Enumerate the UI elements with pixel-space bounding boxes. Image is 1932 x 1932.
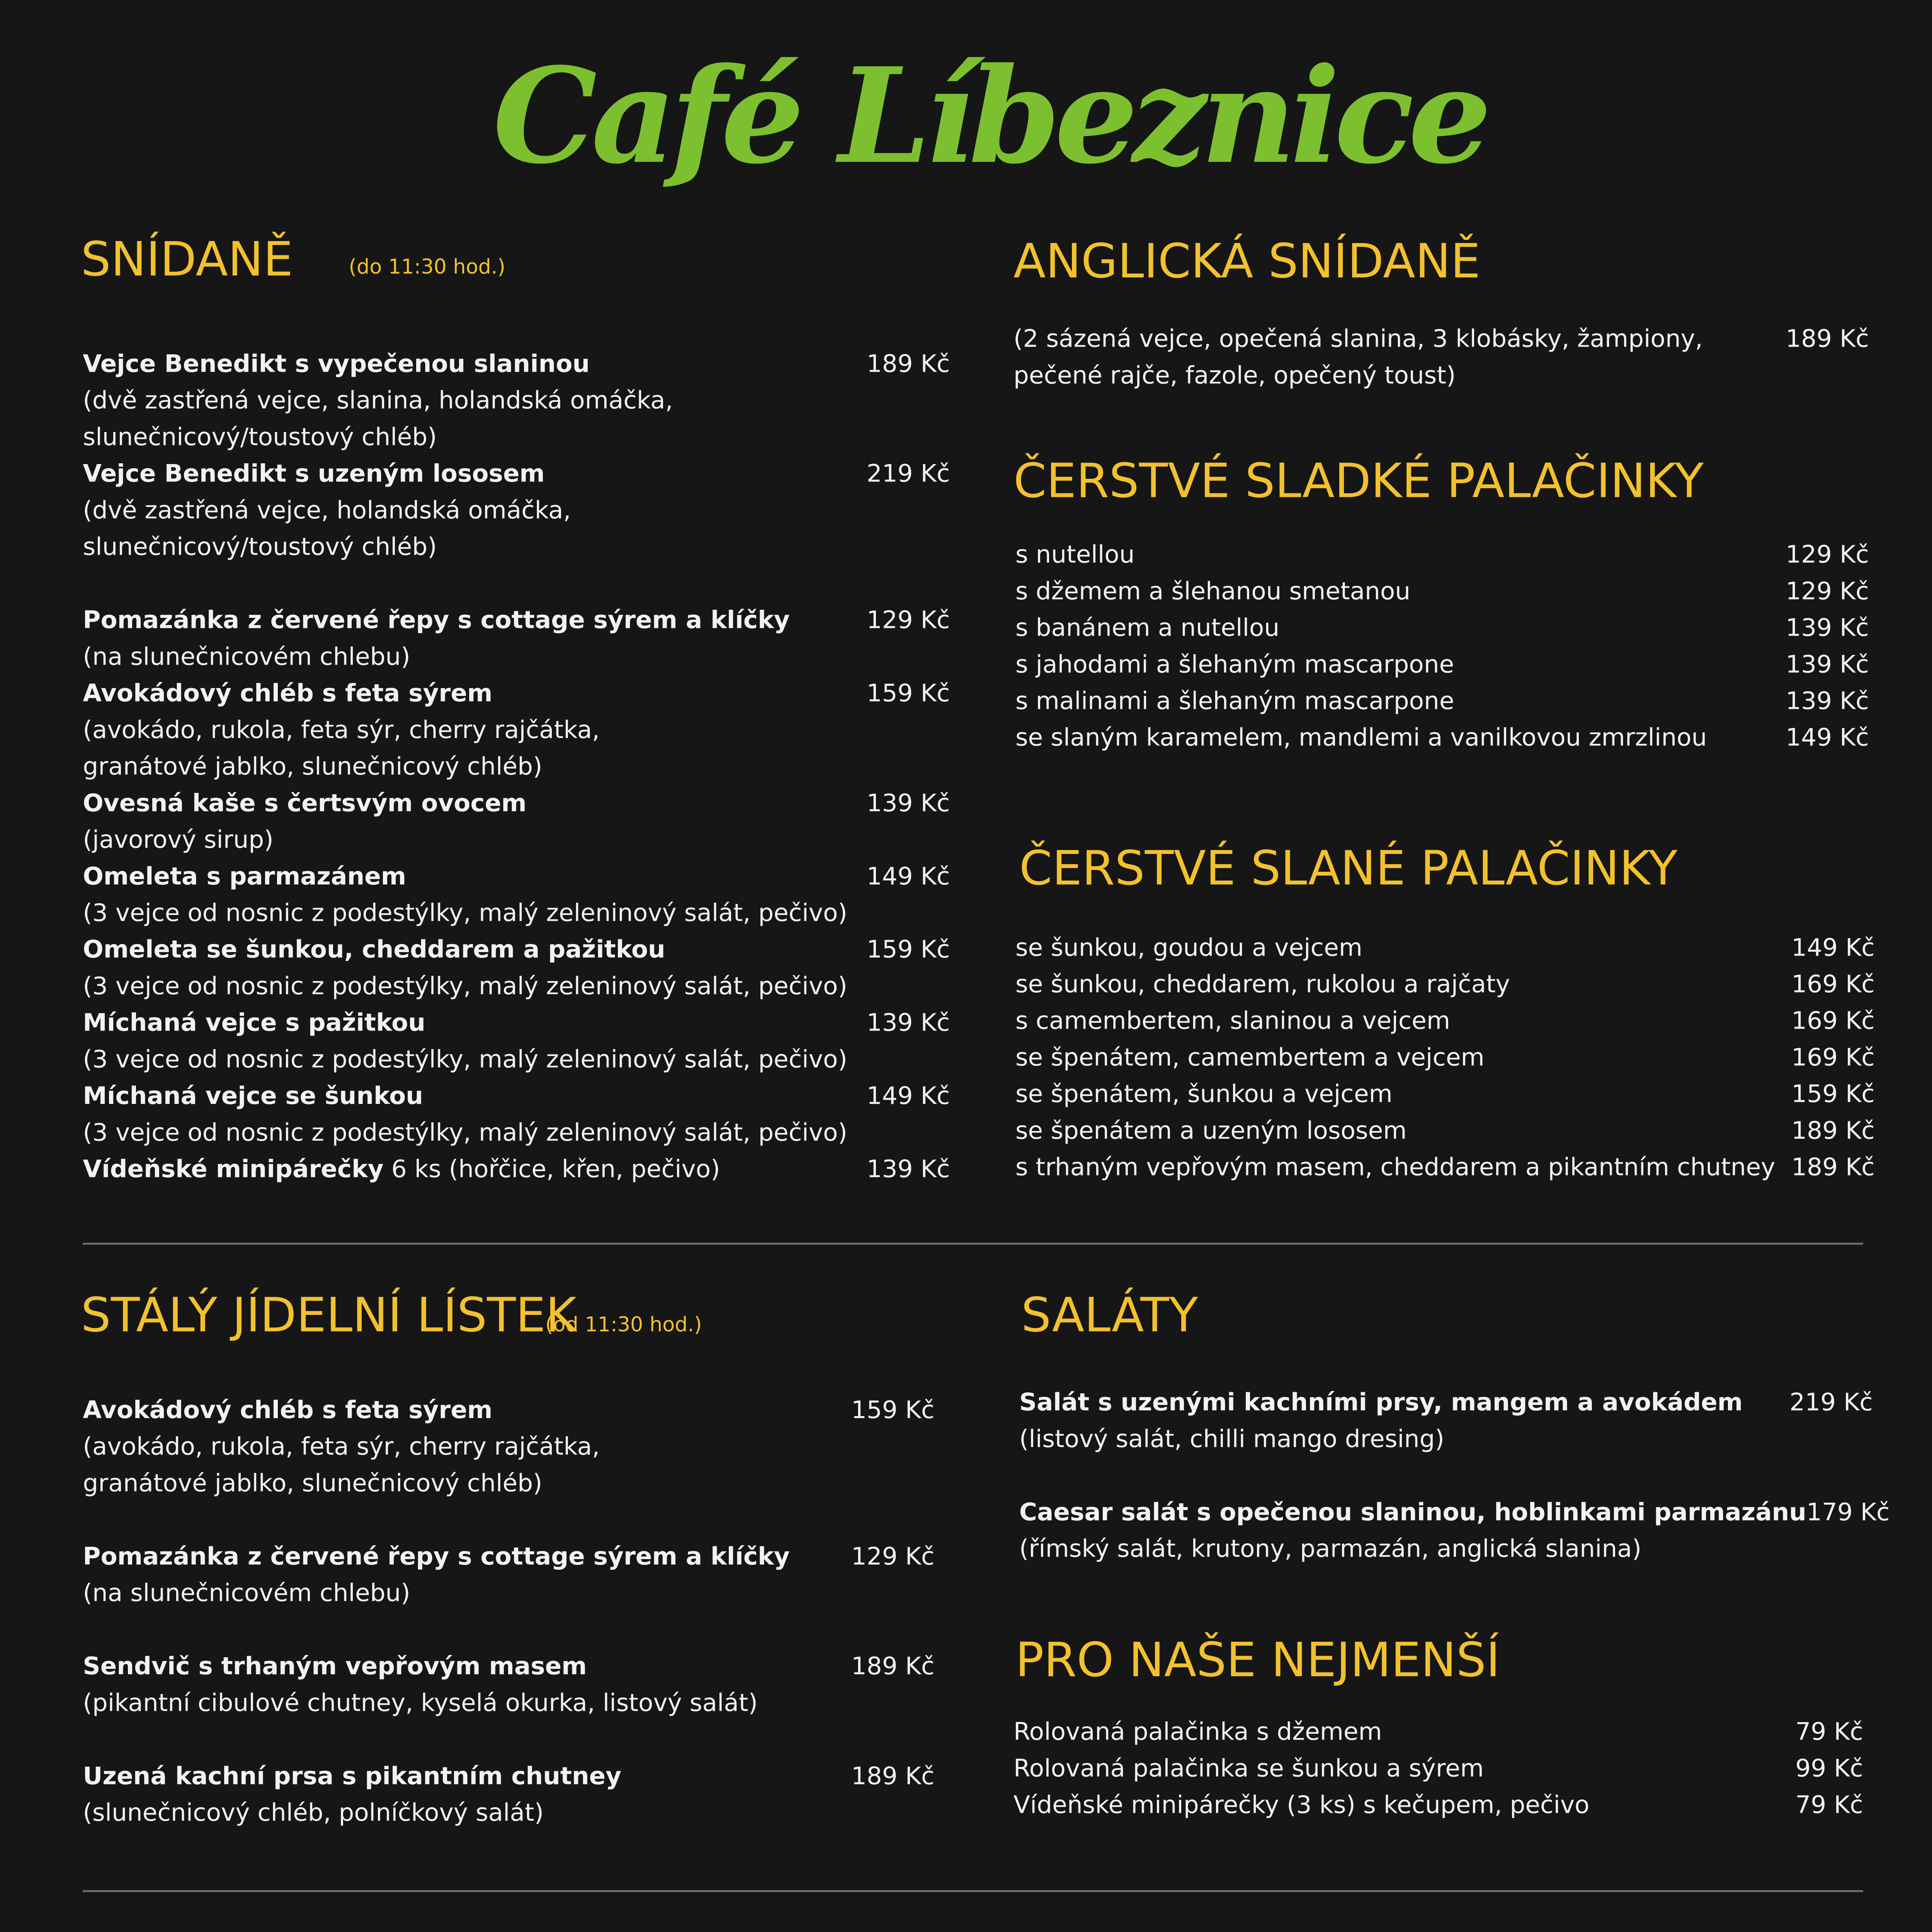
menu-item-description: (3 vejce od nosnic z podestýlky, malý zeleninový salát, pečivo) (83, 1117, 847, 1146)
list-item (1015, 645, 1869, 682)
list-item-name: s džemem a šlehanou smetanou (1015, 576, 1411, 605)
list-item (1015, 572, 1869, 609)
savory-pancakes-heading: ČERSTVÉ SLANÉ PALAČINKY (1019, 840, 1678, 896)
list-item (1014, 1786, 1863, 1823)
list-item-name: se šunkou, cheddarem, rukolou a rajčaty (1015, 969, 1510, 998)
menu-item-title (83, 1391, 851, 1428)
menu-item-price: 189 Kč (851, 1651, 935, 1680)
menu-item-row (83, 1150, 950, 1187)
spacer (83, 565, 950, 601)
spacer (83, 1611, 934, 1648)
menu-item-price: 129 Kč (851, 1541, 935, 1570)
salads-heading: SALÁTY (1021, 1287, 1198, 1343)
breakfast-heading: SNÍDANĚ (81, 231, 293, 287)
english-breakfast-row (1014, 356, 1869, 393)
menu-item-row (83, 1391, 934, 1428)
list-item-price: 139 Kč (1786, 686, 1869, 715)
menu-item-description: (pikantní cibulové chutney, kyselá okurka, listový salát) (83, 1688, 758, 1717)
menu-item-price: 159 Kč (866, 934, 950, 964)
list-item (1014, 1750, 1863, 1786)
section-divider (83, 1890, 1863, 1892)
list-item (1015, 719, 1869, 755)
list-item-name: se šunkou, goudou a vejcem (1015, 932, 1362, 962)
menu-item-title (83, 455, 866, 492)
standing-menu-heading: STÁLÝ JÍDELNÍ LÍSTEK (81, 1287, 577, 1343)
menu-item-name: Avokádový chléb s feta sýrem (83, 678, 493, 707)
menu-item-row (1019, 1383, 1873, 1420)
list-item-name: Rolovaná palačinka s džemem (1013, 1716, 1382, 1746)
sweet-pancakes-heading: ČERSTVÉ SLADKÉ PALAČINKY (1013, 452, 1704, 509)
menu-item-description: granátové jablko, slunečnicový chléb) (83, 1468, 543, 1497)
menu-item-row (83, 930, 950, 967)
salads-list (1019, 1383, 1890, 1566)
menu-item-price: 219 Kč (1789, 1387, 1873, 1417)
menu-item-name: Uzená kachní prsa s pikantním chutney (83, 1761, 622, 1790)
english-breakfast-row (1014, 320, 1869, 357)
list-item (1014, 1713, 1863, 1750)
menu-item-name: Omeleta s parmazánem (83, 861, 406, 890)
menu-item-title (83, 1150, 866, 1187)
menu-item-name: Salát s uzenými kachními prsy, mangem a avokádem (1019, 1387, 1743, 1417)
menu-item-description: (slunečnicový chléb, polníčkový salát) (83, 1798, 544, 1827)
menu-item-description: (3 vejce od nosnic z podestýlky, malý zeleninový salát, pečivo) (83, 898, 847, 927)
menu-item-description: (dvě zastřená vejce, holandská omáčka, (83, 495, 571, 524)
list-item-price: 169 Kč (1791, 969, 1875, 998)
list-item (1015, 1148, 1875, 1185)
menu-item-name: Míchaná vejce s pažitkou (83, 1007, 426, 1037)
list-item-name: s jahodami a šlehaným mascarpone (1015, 649, 1454, 679)
savory-pancakes-list (1015, 929, 1875, 1185)
list-item-name: Rolovaná palačinka se šunkou a sýrem (1013, 1753, 1484, 1782)
menu-item-title (83, 1004, 866, 1041)
menu-item-description: (na slunečnicovém chlebu) (83, 1578, 410, 1607)
menu-item-description: (3 vejce od nosnic z podestýlky, malý zeleninový salát, pečivo) (83, 1044, 847, 1073)
list-item-price: 169 Kč (1791, 1042, 1875, 1071)
menu-item-row (83, 1537, 934, 1574)
english-breakfast-heading: ANGLICKÁ SNÍDANĚ (1013, 233, 1481, 289)
list-item (1015, 536, 1869, 572)
menu-item-name: Vejce Benedikt s uzeným lososem (83, 458, 545, 488)
menu-item-price: 159 Kč (851, 1395, 935, 1424)
list-item (1015, 929, 1875, 965)
menu-item-row (1019, 1493, 1890, 1530)
menu-item-name: Sendvič s trhaným vepřovým masem (83, 1651, 587, 1680)
menu-item-name: Míchaná vejce se šunkou (83, 1081, 423, 1110)
menu-item-title (1019, 1493, 1806, 1530)
menu-item-price: 159 Kč (866, 678, 950, 707)
list-item-price: 79 Kč (1795, 1716, 1863, 1746)
menu-item-price: 139 Kč (866, 1007, 950, 1037)
menu-item-title (83, 601, 866, 638)
kids-heading: PRO NAŠE NEJMENŠÍ (1015, 1632, 1500, 1688)
menu-item-row (83, 784, 950, 821)
cafe-title: Café Líbeznice (493, 40, 1486, 195)
list-item-price: 129 Kč (1786, 576, 1869, 605)
standing-menu-list (83, 1391, 934, 1830)
english-breakfast-line-2: pečené rajče, fazole, opečený toust) (1013, 360, 1456, 389)
list-item-price: 189 Kč (1791, 1152, 1875, 1181)
spacer (83, 1721, 934, 1757)
spacer (1019, 1457, 1873, 1493)
menu-item-description: (dvě zastřená vejce, slanina, holandská omáčka, (83, 385, 673, 415)
menu-item-price: 179 Kč (1806, 1497, 1890, 1526)
list-item-price: 129 Kč (1786, 539, 1869, 568)
list-item-price: 149 Kč (1791, 932, 1875, 962)
menu-item-price: 139 Kč (866, 1154, 950, 1183)
list-item (1015, 965, 1875, 1002)
list-item-name: se špenátem a uzeným lososem (1015, 1116, 1407, 1145)
menu-item-name: Pomazánka z červené řepy s cottage sýrem a klíčky (83, 1541, 790, 1570)
menu-item-price: 139 Kč (866, 788, 950, 817)
menu-item-description: (avokádo, rukola, feta sýr, cherry rajčátka, (83, 714, 600, 744)
menu-item-description: slunečnicový/toustový chléb) (83, 532, 437, 561)
menu-item-row (83, 1647, 934, 1684)
kids-list (1014, 1713, 1863, 1823)
menu-item-title (83, 1757, 851, 1794)
menu-item-price: 219 Kč (866, 458, 950, 488)
menu-item-title (83, 930, 866, 967)
menu-item-description: (na slunečnicovém chlebu) (83, 641, 410, 671)
list-item-name: s malinami a šlehaným mascarpone (1015, 686, 1454, 715)
menu-item-price: 149 Kč (866, 1081, 950, 1110)
menu-item-description: slunečnicový/toustový chléb) (83, 422, 437, 451)
menu-item-row (83, 455, 950, 492)
list-item-price: 79 Kč (1795, 1790, 1863, 1819)
list-item-name: s nutellou (1015, 539, 1135, 568)
menu-item-title (1019, 1383, 1789, 1420)
list-item-name: se slaným karamelem, mandlemi a vanilkovou zmrzlinou (1015, 722, 1707, 752)
menu-item-row (83, 674, 950, 711)
menu-item-row (83, 1077, 950, 1114)
list-item (1015, 1039, 1875, 1075)
list-item-price: 139 Kč (1786, 649, 1869, 679)
menu-item-name: Vejce Benedikt s vypečenou slaninou (83, 349, 590, 378)
list-item-price: 159 Kč (1791, 1079, 1875, 1108)
list-item-name: se špenátem, šunkou a vejcem (1015, 1079, 1393, 1108)
list-item-price: 99 Kč (1795, 1753, 1863, 1782)
menu-item-description: granátové jablko, slunečnicový chléb) (83, 751, 543, 781)
section-divider (83, 1243, 1863, 1245)
menu-item-description: (listový salát, chilli mango dresing) (1019, 1423, 1445, 1453)
list-item (1015, 1075, 1875, 1112)
menu-item-price: 129 Kč (866, 605, 950, 634)
menu-item-name: Avokádový chléb s feta sýrem (83, 1395, 493, 1424)
menu-item-price: 189 Kč (866, 349, 950, 378)
menu-item-row (83, 345, 950, 382)
list-item-price: 149 Kč (1786, 722, 1869, 752)
menu-item-name: Omeleta se šunkou, cheddarem a pažitkou (83, 934, 665, 964)
list-item (1015, 1002, 1875, 1039)
list-item-name: Vídeňské minipárečky (3 ks) s kečupem, pečivo (1013, 1790, 1590, 1819)
menu-item-price: 189 Kč (851, 1761, 935, 1790)
menu-item-name: Caesar salát s opečenou slaninou, hoblinkami parmazánu (1019, 1497, 1806, 1526)
menu-item-title (83, 784, 866, 821)
menu-item-title (83, 857, 866, 894)
spacer (83, 1501, 934, 1537)
menu-item-title (83, 1647, 851, 1684)
menu-item-row (83, 1757, 934, 1794)
menu-item-name: Pomazánka z červené řepy s cottage sýrem a klíčky (83, 605, 790, 634)
menu-item-name: Ovesná kaše s čertsvým ovocem (83, 788, 527, 817)
list-item-name: s trhaným vepřovým masem, cheddarem a pikantním chutney (1015, 1152, 1776, 1181)
menu-item-extra: 6 ks (hořčice, křen, pečivo) (383, 1154, 720, 1183)
list-item-name: se špenátem, camembertem a vejcem (1015, 1042, 1485, 1071)
english-breakfast-line-1: (2 sázená vejce, opečená slanina, 3 klobásky, žampiony, (1013, 323, 1703, 353)
menu-item-description: (3 vejce od nosnic z podestýlky, malý zeleninový salát, pečivo) (83, 971, 847, 1000)
standing-menu-note: (od 11:30 hod.) (545, 1314, 702, 1337)
menu-item-title (83, 1077, 866, 1114)
menu-item-description: (javorový sirup) (83, 825, 274, 854)
list-item-price: 139 Kč (1786, 612, 1869, 642)
list-item-price: 169 Kč (1791, 1005, 1875, 1035)
menu-item-row (83, 601, 950, 638)
list-item (1015, 682, 1869, 719)
list-item-name: s camembertem, slaninou a vejcem (1015, 1005, 1451, 1035)
menu-item-description: (římský salát, krutony, parmazán, anglická slanina) (1019, 1534, 1642, 1563)
menu-item-row (83, 1004, 950, 1041)
english-breakfast-price: 189 Kč (1786, 323, 1869, 353)
list-item (1015, 1112, 1875, 1148)
menu-item-row (83, 857, 950, 894)
breakfast-list (83, 345, 950, 1187)
menu-item-title (83, 674, 866, 711)
list-item-name: s banánem a nutellou (1015, 612, 1280, 642)
list-item-price: 189 Kč (1791, 1116, 1875, 1145)
menu-item-price: 149 Kč (866, 861, 950, 890)
menu-item-title (83, 1537, 851, 1574)
menu-item-description: (avokádo, rukola, feta sýr, cherry rajčátka, (83, 1431, 600, 1461)
menu-item-name: Vídeňské minipárečky (83, 1154, 384, 1183)
breakfast-note: (do 11:30 hod.) (349, 256, 505, 280)
sweet-pancakes-list (1015, 536, 1869, 755)
menu-item-title (83, 345, 866, 382)
list-item (1015, 609, 1869, 646)
english-breakfast-block (1014, 320, 1869, 393)
